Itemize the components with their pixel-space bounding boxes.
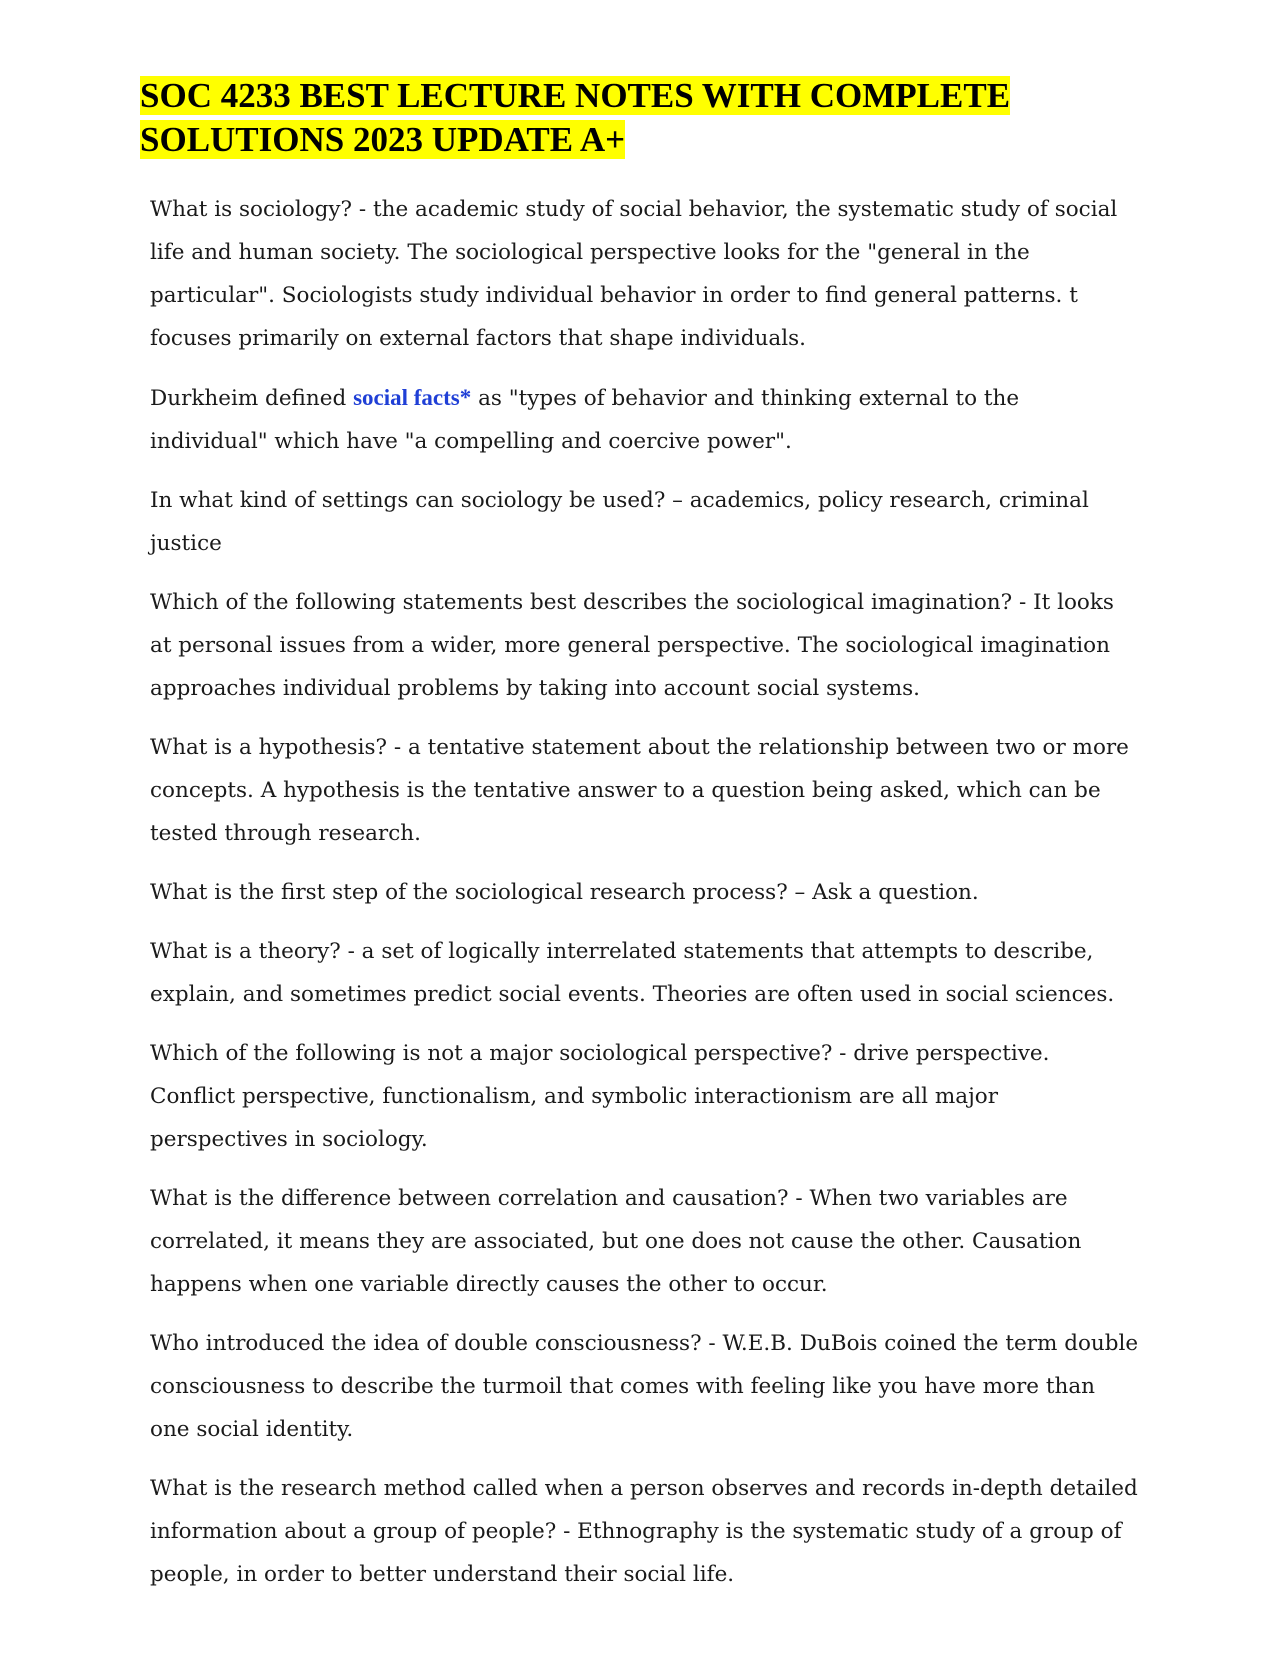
paragraph-sociology-definition: What is sociology? - the academic study of social behavior, the systematic study of social life and human society. The sociological perspective looks for the "general in the particular". Sociologists study individual behavior in order to find general patterns. t focuses primarily on external factors that shape individuals.: [150, 197, 1118, 351]
durkheim-text-before: Durkheim defined: [150, 386, 354, 411]
paragraph-major-perspective: Which of the following is not a major sociological perspective? - drive perspective. Conflict perspective, functionalism, and symbolic interactionism are all major perspectives in sociology.: [150, 1041, 1050, 1152]
durkheim-text-after: as "types of behavior and thinking external to the individual" which have "a compelling and coercive power".: [150, 386, 1020, 454]
paragraph-first-step: What is the first step of the sociological research process? – Ask a question.: [150, 880, 979, 905]
title-highlight: SOC 4233 BEST LECTURE NOTES WITH COMPLETE SOLUTIONS 2023 UPDATE A+: [140, 76, 1011, 159]
document-title: [140, 74, 1140, 162]
paragraph-hypothesis: What is a hypothesis? - a tentative statement about the relationship between two or more concepts. A hypothesis is the tentative answer to a question being asked, which can be tested through research.: [150, 735, 1129, 846]
paragraph-theory: What is a theory? - a set of logically interrelated statements that attempts to describe, explain, and sometimes predict social events. Theories are often used in social sciences.: [150, 939, 1115, 1007]
social-facts-link[interactable]: social facts*: [353, 385, 472, 410]
paragraph-sociological-imagination: Which of the following statements best describes the sociological imagination? - It looks at personal issues from a wider, more general perspective. The sociological imagination approaches individual problems by taking into account social systems.: [150, 590, 1114, 701]
paragraph-settings: In what kind of settings can sociology be used? – academics, policy research, criminal justice: [150, 488, 1089, 556]
document-body: [150, 188, 1140, 1612]
paragraph-correlation-causation: What is the difference between correlation and causation? - When two variables are correlated, it means they are associated, but one does not cause the other. Causation happens when one variable directly causes the other to occur.: [150, 1186, 1082, 1297]
paragraph-durkheim: [150, 376, 1140, 463]
paragraph-ethnography: What is the research method called when a person observes and records in-depth detailed information about a group of people? - Ethnography is the systematic study of a group of people, in order to better understand their social life.: [150, 1476, 1138, 1587]
paragraph-double-consciousness: Who introduced the idea of double consciousness? - W.E.B. DuBois coined the term double consciousness to describe the turmoil that comes with feeling like you have more than one social identity.: [150, 1331, 1139, 1442]
